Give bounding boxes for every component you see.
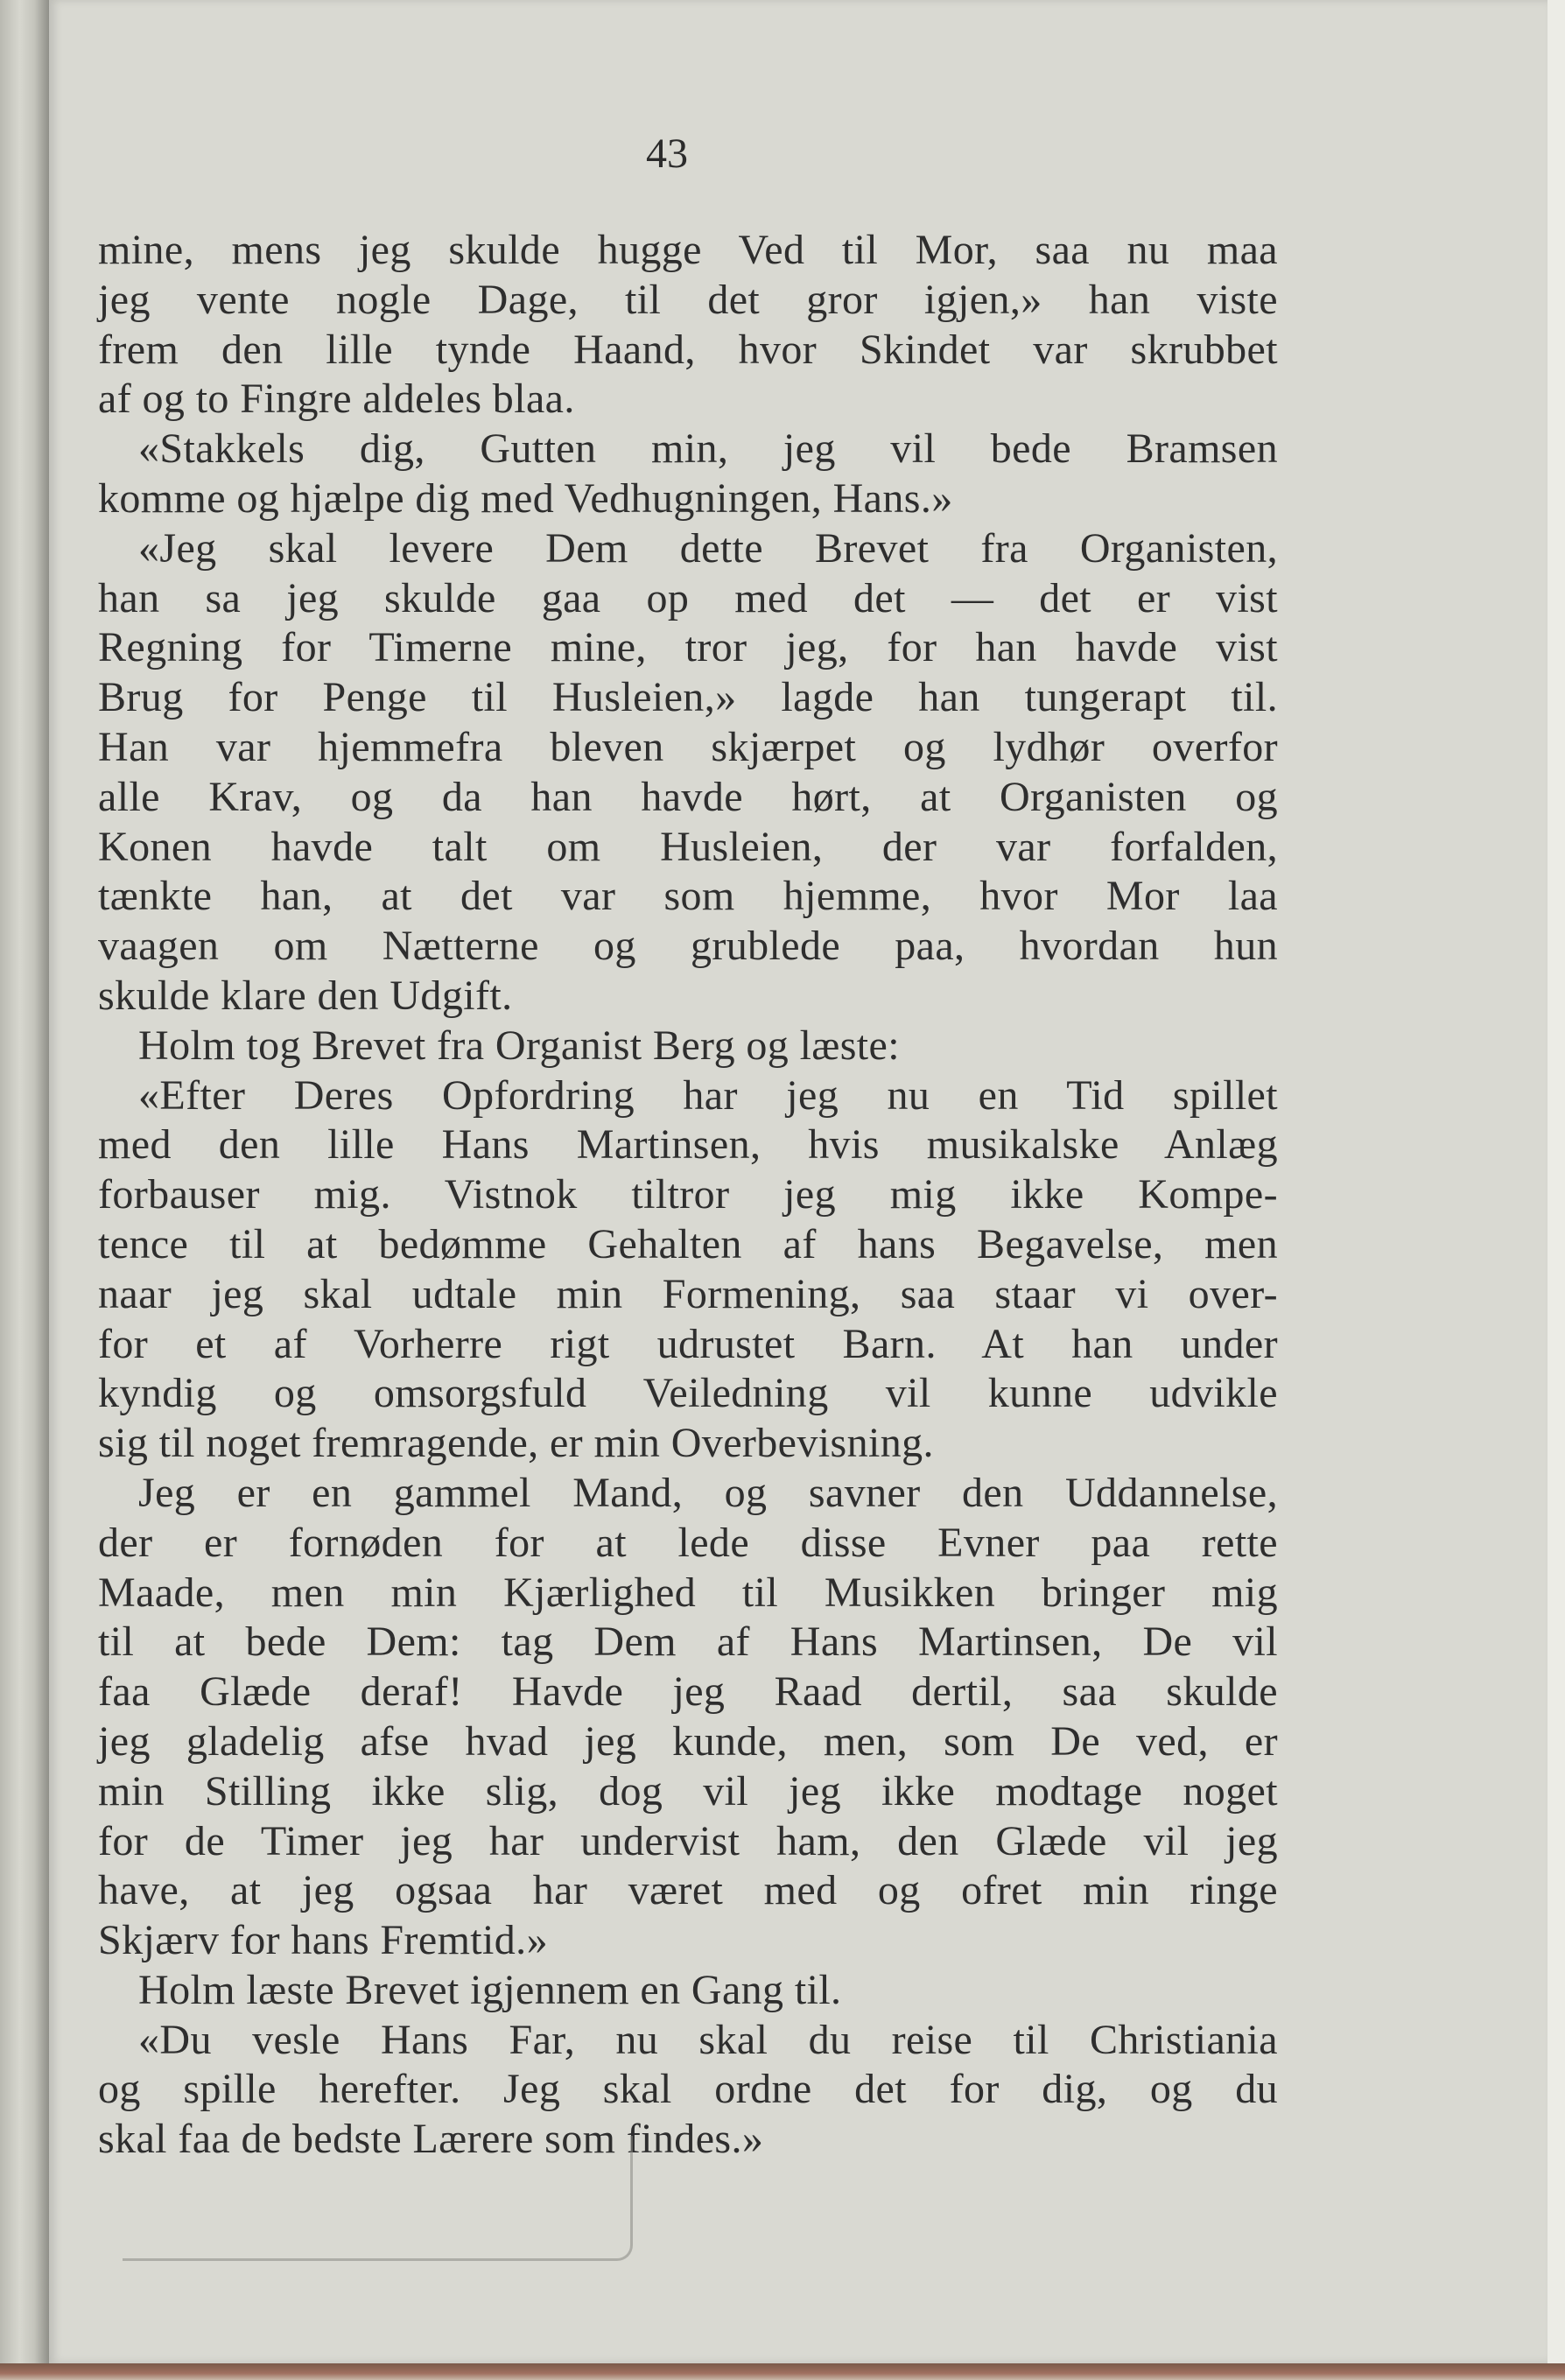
- text-line: naar jeg skal udtale min Formening, saa staar vi over-: [98, 1270, 1278, 1317]
- text-line: vaagen om Nætterne og grublede paa, hvordan hun: [98, 923, 1278, 970]
- text-line: Skjærv for hans Fremtid.»: [98, 1917, 548, 1964]
- text-line: for et af Vorherre rigt udrustet Barn. At han under: [98, 1320, 1278, 1367]
- text-line: alle Krav, og da han havde hørt, at Organisten og: [98, 773, 1278, 820]
- text-line: Holm læste Brevet igjennem en Gang til.: [138, 1966, 842, 2013]
- text-line: «Jeg skal levere Dem dette Brevet fra Organisten,: [138, 524, 1278, 572]
- book-spine: [0, 0, 49, 2380]
- text-line: og spille herefter. Jeg skal ordne det for dig, og du: [98, 2066, 1278, 2113]
- body-text: [98, 226, 1278, 2165]
- text-line: tænkte han, at det var som hjemme, hvor Mor laa: [98, 873, 1278, 920]
- text-line: sig til noget fremragende, er min Overbevisning.: [98, 1420, 934, 1467]
- text-line: Holm tog Brevet fra Organist Berg og læste:: [138, 1022, 900, 1069]
- text-line: af og to Fingre aldeles blaa.: [98, 376, 575, 423]
- text-line: jeg gladelig afse hvad jeg kunde, men, som De ved, er: [98, 1717, 1278, 1765]
- page-number: 43: [646, 130, 688, 177]
- text-line: skal faa de bedste Lærere som findes.»: [98, 2116, 764, 2163]
- text-line: tence til at bedømme Gehalten af hans Begavelse, men: [98, 1220, 1278, 1267]
- text-line: skulde klare den Udgift.: [98, 972, 513, 1019]
- text-line: min Stilling ikke slig, dog vil jeg ikke modtage noget: [98, 1767, 1278, 1815]
- text-line: Jeg er en gammel Mand, og savner den Uddannelse,: [138, 1469, 1278, 1516]
- text-line: forbauser mig. Vistnok tiltror jeg mig ikke Kompe-: [98, 1171, 1278, 1218]
- text-line: have, at jeg ogsaa har været med og ofret min ringe: [98, 1867, 1278, 1914]
- page-bottom-edge: [0, 2363, 1565, 2380]
- text-line: komme og hjælpe dig med Vedhugningen, Hans.»: [98, 474, 953, 522]
- text-line: mine, mens jeg skulde hugge Ved til Mor, saa nu maa: [98, 227, 1278, 273]
- text-line: «Du vesle Hans Far, nu skal du reise til Christiania: [138, 2016, 1278, 2063]
- text-line: Han var hjemmefra bleven skjærpet og lydhør overfor: [98, 723, 1278, 770]
- text-line: frem den lille tynde Haand, hvor Skindet var skrubbet: [98, 326, 1278, 373]
- text-line: han sa jeg skulde gaa op med det — det er vist: [98, 574, 1278, 621]
- text-line: «Efter Deres Opfordring har jeg nu en Tid spillet: [138, 1071, 1278, 1119]
- text-line: Regning for Timerne mine, tror jeg, for han havde vist: [98, 624, 1278, 671]
- library-stamp-outline: [123, 2136, 633, 2261]
- text-line: jeg vente nogle Dage, til det gror igjen,» han viste: [98, 276, 1278, 323]
- text-line: til at bede Dem: tag Dem af Hans Martinsen, De vil: [98, 1618, 1278, 1666]
- text-line: for de Timer jeg har undervist ham, den Glæde vil jeg: [98, 1817, 1278, 1864]
- text-line: Konen havde talt om Husleien, der var forfalden,: [98, 823, 1278, 870]
- text-line: Brug for Penge til Husleien,» lagde han tungerapt til.: [98, 674, 1278, 721]
- text-line: «Stakkels dig, Gutten min, jeg vil bede Bramsen: [138, 425, 1278, 473]
- text-line: der er fornøden for at lede disse Evner paa rette: [98, 1519, 1278, 1566]
- text-line: kyndig og omsorgsfuld Veiledning vil kunne udvikle: [98, 1370, 1278, 1417]
- text-line: med den lille Hans Martinsen, hvis musikalske Anlæg: [98, 1121, 1278, 1169]
- text-line: faa Glæde deraf! Havde jeg Raad dertil, saa skulde: [98, 1668, 1278, 1716]
- page-right-edge: [1547, 0, 1565, 2380]
- text-line: Maade, men min Kjærlighed til Musikken bringer mig: [98, 1569, 1278, 1616]
